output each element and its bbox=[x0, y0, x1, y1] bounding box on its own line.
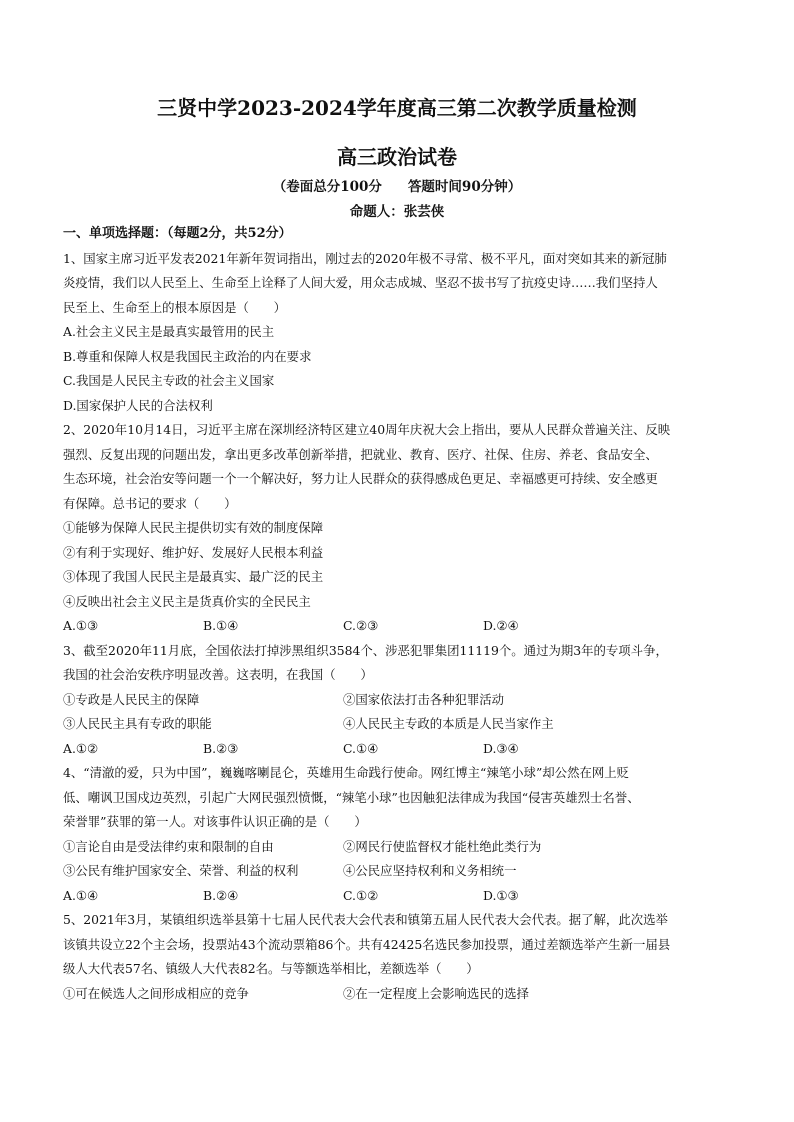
question-3-stem-line: 3、截至2020年11月底，全国依法打掉涉黑组织3584个、涉恶犯罪集团11119个。通过为期3年的专项斗争， bbox=[63, 642, 668, 658]
question-4-option-c: C.①② bbox=[343, 887, 379, 903]
question-4-statement: ③公民有维护国家安全、荣誉、利益的权利 bbox=[63, 863, 299, 878]
question-5-statements bbox=[63, 982, 731, 1007]
question-4-stem-line: 低、嘲讽卫国戍边英烈，引起广大网民强烈愤慨，“辣笔小球”也因触犯法律成为我国“侵害英雄烈士名誉、 bbox=[63, 789, 640, 805]
question-2-option-b: B.①④ bbox=[203, 618, 239, 633]
question-1-option-c: C.我国是人民民主专政的社会主义国家 bbox=[63, 373, 275, 388]
question-3 bbox=[63, 639, 731, 762]
score-info: （卷面总分100分 bbox=[272, 179, 382, 195]
question-2-options bbox=[63, 614, 731, 639]
question-3-options bbox=[63, 737, 731, 762]
question-5-stem-line: 5、2021年3月，某镇组织选举县第十七届人民代表大会代表和镇第五届人民代表大会代表。据了解，此次选举 bbox=[63, 912, 668, 927]
question-1-stem-line: 民至上、生命至上的根本原因是（ ） bbox=[63, 299, 287, 315]
question-3-stem-line: 我国的社会治安秩序明显改善。这表明，在我国（ ） bbox=[63, 667, 373, 682]
question-3-option-d: D.③④ bbox=[483, 740, 519, 756]
question-1-stem-line: 1、国家主席习近平发表2021年新年贺词指出，刚过去的2020年极不寻常、极不平凡，面对突如其来的新冠肺 bbox=[63, 250, 667, 266]
question-2-stem-line: 2、2020年10月14日，习近平主席在深圳经济特区建立40周年庆祝大会上指出，要从人民群众普遍关注、反映 bbox=[63, 422, 671, 437]
question-2-stem-line: 强烈、反复出现的问题出发，拿出更多改革创新举措，把就业、教育、医疗、社保、住房、养老、食品安全、 bbox=[63, 446, 658, 462]
question-3-option-b: B.②③ bbox=[203, 740, 239, 756]
question-2-statement: ②有利于实现好、维护好、发展好人民根本利益 bbox=[63, 544, 324, 560]
question-2-statement: ③体现了我国人民民主是最真实、最广泛的民主 bbox=[63, 569, 324, 584]
question-2-option-c: C.②③ bbox=[343, 618, 379, 633]
question-4-options bbox=[63, 884, 731, 909]
question-3-statement: ④人民民主专政的本质是人民当家作主 bbox=[343, 716, 554, 731]
question-2-stem-line: 有保障。总书记的要求（ ） bbox=[63, 495, 237, 511]
section-heading: 一、单项选择题：（每题2分，共52分） bbox=[63, 226, 292, 241]
question-2-statement: ①能够为保障人民民主提供切实有效的制度保障 bbox=[63, 520, 324, 535]
question-4-statement: ②网民行使监督权才能杜绝此类行为 bbox=[343, 838, 542, 854]
exam-title: 三贤中学2023-2024学年度高三第二次教学质量检测 bbox=[157, 96, 637, 120]
question-4-option-a: A.①④ bbox=[63, 887, 99, 903]
question-1-option-b: B.尊重和保障人权是我国民主政治的内在要求 bbox=[63, 348, 312, 364]
exam-info bbox=[0, 175, 794, 195]
question-5-statement: ①可在候选人之间形成相应的竞争 bbox=[63, 985, 249, 1001]
question-4-option-b: B.②④ bbox=[203, 887, 239, 903]
question-4-option-d: D.①③ bbox=[483, 887, 519, 903]
question-5-stem-line: 级人大代表57名、镇级人大代表82名。与等额选举相比，差额选举（ ） bbox=[63, 961, 479, 976]
question-1-option-d: D.国家保护人民的合法权利 bbox=[63, 397, 213, 413]
question-3-statement: ②国家依法打击各种犯罪活动 bbox=[343, 691, 505, 707]
question-2-option-a: A.①③ bbox=[63, 618, 99, 633]
question-4-stem-line: 荣誉罪”获罪的第一人。对该事件认识正确的是（ ） bbox=[63, 814, 367, 829]
question-4-stem-line: 4、“清澈的爱，只为中国”，巍巍喀喇昆仑，英雄用生命践行使命。网红博主“辣笔小球”却公然在网上贬 bbox=[63, 765, 630, 780]
question-1 bbox=[63, 247, 731, 419]
exam-subtitle: 高三政治试卷 bbox=[337, 145, 457, 169]
question-5-statement: ②在一定程度上会影响选民的选择 bbox=[343, 985, 529, 1001]
question-3-option-c: C.①④ bbox=[343, 740, 379, 756]
time-info: 答题时间90分钟） bbox=[407, 179, 522, 195]
question-3-statements bbox=[63, 688, 731, 737]
question-2-option-d: D.②④ bbox=[483, 618, 519, 633]
question-5-stem-line: 该镇共设立22个主会场，投票站43个流动票箱86个。共有42425名选民参加投票，通过差额选举产生新一届县 bbox=[63, 936, 671, 952]
question-4-statements bbox=[63, 835, 731, 884]
exam-author: 命题人：张芸侠 bbox=[349, 204, 445, 220]
question-2-statement: ④反映出社会主义民主是货真价实的全民民主 bbox=[63, 593, 311, 609]
question-4-statement: ④公民应坚持权利和义务相统一 bbox=[343, 863, 517, 878]
question-1-stem-line: 炎疫情，我们以人民至上、生命至上诠释了人间大爱，用众志成城、坚忍不拔书写了抗疫史诗……我们坚持人 bbox=[63, 275, 658, 290]
question-3-option-a: A.①② bbox=[63, 740, 99, 756]
question-1-option-a: A.社会主义民主是最真实最管用的民主 bbox=[63, 324, 275, 339]
question-4-statement: ①言论自由是受法律约束和限制的自由 bbox=[63, 838, 274, 854]
question-2 bbox=[63, 418, 731, 639]
question-5 bbox=[63, 908, 731, 1006]
question-3-statement: ①专政是人民民主的保障 bbox=[63, 691, 200, 707]
question-4 bbox=[63, 761, 731, 908]
question-2-stem-line: 生态环境，社会治安等问题一个一个解决好，努力让人民群众的获得感成色更足、幸福感更可持续、安全感更 bbox=[63, 471, 658, 486]
exam-content bbox=[63, 222, 731, 1006]
question-3-statement: ③人民民主具有专政的职能 bbox=[63, 716, 212, 731]
